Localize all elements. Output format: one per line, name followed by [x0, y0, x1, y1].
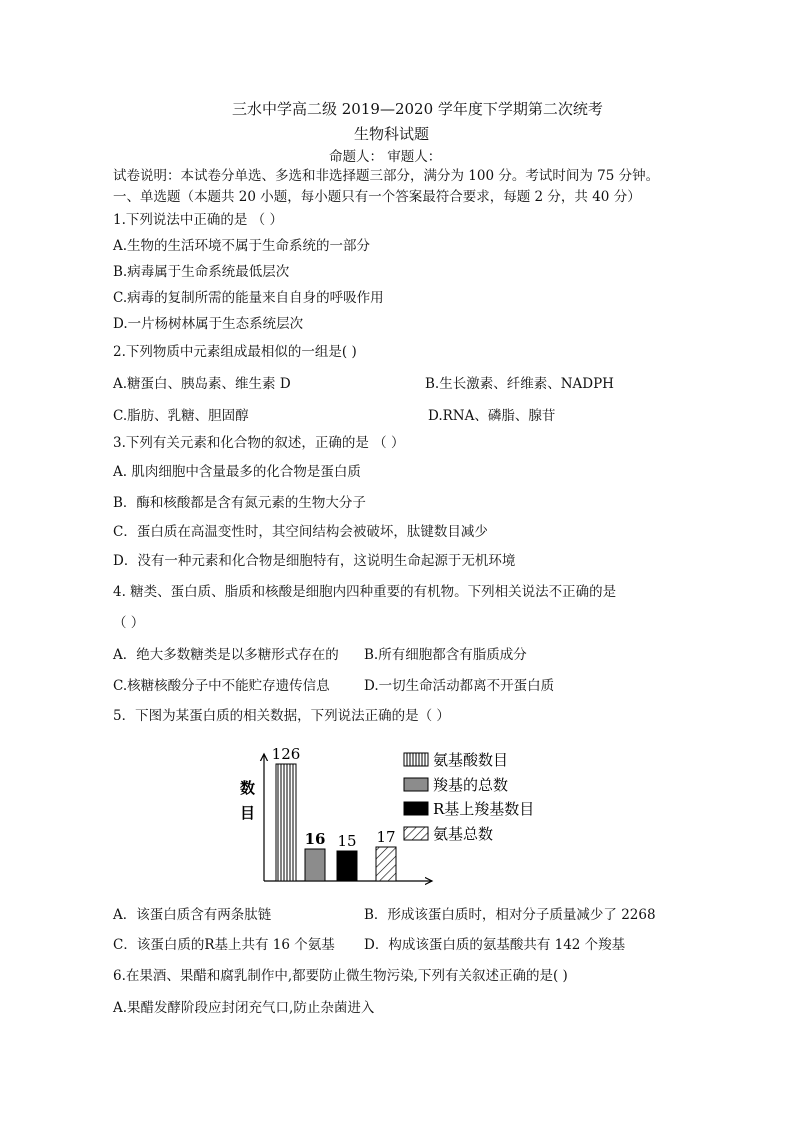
- bar-value-label-2: 16: [304, 830, 326, 848]
- question-1-option-b: B.病毒属于生命系统最低层次: [113, 264, 290, 280]
- exam-title: 三水中学高二级 2019—2020 学年度下学期第二次统考: [232, 100, 603, 118]
- question-2-option-b: B.生长激素、纤维素、NADPH: [425, 376, 614, 392]
- question-2-option-d: D.RNA、磷脂、腺苷: [428, 408, 556, 424]
- legend-swatch-2: [404, 778, 428, 791]
- question-3-option-a: A. 肌肉细胞中含量最多的化合物是蛋白质: [113, 464, 361, 480]
- question-5-option-c: C．该蛋白质的R基上共有 16 个氨基: [113, 937, 335, 953]
- question-2-option-a: A.糖蛋白、胰岛素、维生素 D: [113, 376, 291, 392]
- authors-line: 命题人： 审题人：: [329, 149, 442, 165]
- question-6-stem: 6.在果酒、果醋和腐乳制作中,都要防止微生物污染,下列有关叙述正确的是( ): [113, 968, 568, 984]
- y-axis-label-1: 数: [240, 779, 256, 797]
- question-3-option-d: D．没有一种元素和化合物是细胞特有，这说明生命起源于无机环境: [113, 553, 516, 569]
- bar-value-label-1: 126: [271, 748, 301, 763]
- instructions: 试卷说明：本试卷分单选、多选和非选择题三部分，满分为 100 分。考试时间为 75 分钟。: [113, 168, 660, 184]
- question-2-stem: 2.下列物质中元素组成最相似的一组是( ): [113, 344, 357, 360]
- question-5-option-d: D．构成该蛋白质的氨基酸共有 142 个羧基: [364, 937, 626, 953]
- bar-value-label-3: 15: [337, 832, 357, 850]
- question-4-option-b: B.所有细胞都含有脂质成分: [364, 647, 527, 663]
- legend-label-3: R基上羧基数目: [433, 800, 535, 818]
- question-1-option-c: C.病毒的复制所需的能量来自自身的呼吸作用: [113, 290, 384, 306]
- question-2-option-c: C.脂肪、乳糖、胆固醇: [113, 408, 249, 424]
- question-4-option-a: A．绝大多数糖类是以多糖形式存在的: [113, 647, 339, 663]
- question-4-stem-bracket: （ ）: [113, 615, 145, 631]
- question-4-option-c: C.核糖核酸分子中不能贮存遗传信息: [113, 678, 330, 694]
- legend-label-4: 氨基总数: [433, 825, 494, 843]
- exam-subtitle: 生物科试题: [354, 125, 430, 143]
- bar-3: [337, 851, 357, 881]
- question-3-stem: 3.下列有关元素和化合物的叙述，正确的是 （ ）: [113, 435, 405, 451]
- bar-4: [376, 847, 396, 881]
- y-axis-label-2: 目: [240, 804, 256, 822]
- question-5-option-b: B．形成该蛋白质时，相对分子质量减少了 2268: [364, 907, 656, 923]
- legend-swatch-3: [404, 802, 428, 815]
- question-1-option-a: A.生物的生活环境不属于生命系统的一部分: [113, 238, 371, 254]
- bar-1: [276, 764, 296, 881]
- question-5-stem: 5．下图为某蛋白质的相关数据，下列说法正确的是（ ）: [113, 708, 450, 724]
- question-1-stem: 1.下列说法中正确的是 （ ）: [113, 212, 283, 228]
- legend-swatch-4: [404, 827, 428, 840]
- legend-swatch-1: [404, 753, 428, 766]
- section-heading: 一、单选题（本题共 20 小题，每小题只有一个答案最符合要求，每题 2 分，共 40 分）: [113, 189, 641, 205]
- legend-label-1: 氨基酸数目: [433, 751, 509, 769]
- question-4-stem: 4. 糖类、蛋白质、脂质和核酸是细胞内四种重要的有机物。下列相关说法不正确的是: [113, 584, 617, 600]
- question-3-option-b: B．酶和核酸都是含有氮元素的生物大分子: [113, 495, 366, 511]
- question-5-option-a: A．该蛋白质含有两条肽链: [113, 907, 272, 923]
- question-4-option-d: D.一切生命活动都离不开蛋白质: [364, 678, 555, 694]
- protein-data-bar-chart: [232, 748, 572, 888]
- question-6-option-a: A.果醋发酵阶段应封闭充气口,防止杂菌进入: [113, 1000, 375, 1016]
- question-3-option-c: C．蛋白质在高温变性时，其空间结构会被破坏，肽键数目减少: [113, 524, 488, 540]
- question-1-option-d: D.一片杨树林属于生态系统层次: [113, 316, 304, 332]
- bar-2: [305, 849, 325, 881]
- bar-value-label-4: 17: [376, 828, 396, 846]
- legend-label-2: 羧基的总数: [433, 776, 509, 794]
